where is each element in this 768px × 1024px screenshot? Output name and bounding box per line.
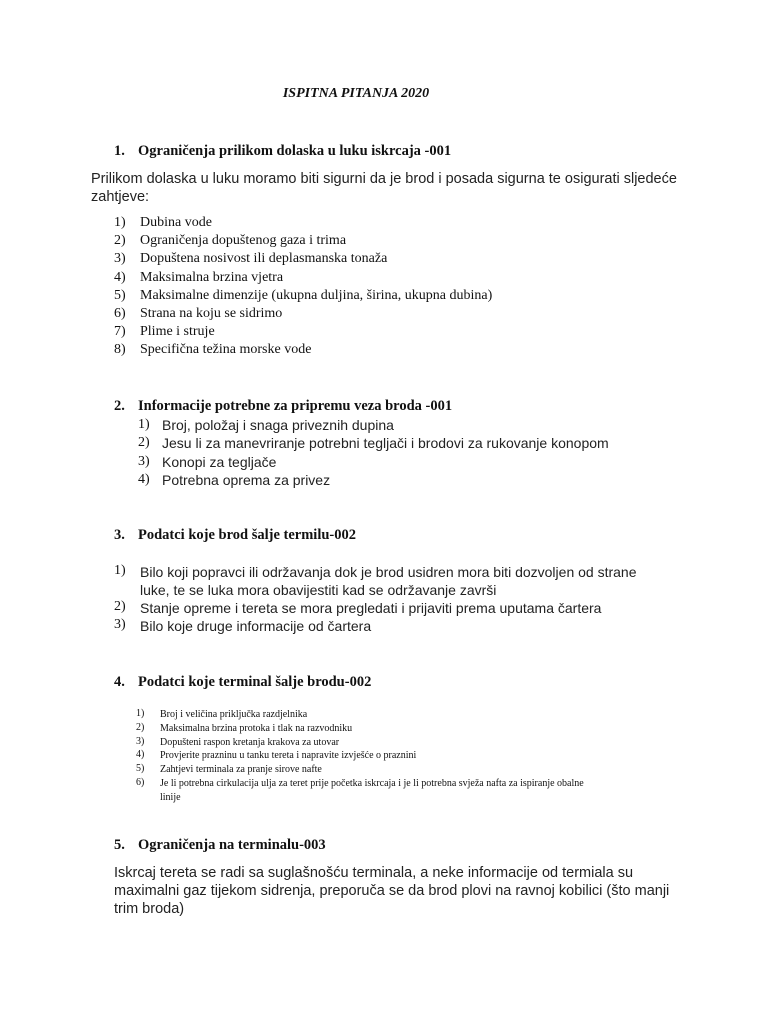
item-number: 3) [114,617,126,632]
item-text: Dopušteni raspon kretanja krakova za utovar [160,736,340,748]
list-item [138,435,698,453]
item-text: Plime i struje [140,324,215,340]
section-title: Podatci koje terminal šalje brodu-002 [138,674,372,690]
list-item [114,617,694,635]
list-item [114,251,674,269]
list-item [136,763,616,777]
list-item [138,472,698,490]
list-item [114,342,674,360]
item-text: Potrebna oprema za privez [162,471,331,488]
item-text: Je li potrebna cirkulacija ulja za teret prije početka iskrcaja i je li potrebna svježa nafta za ispiranje obalne linije [160,777,584,803]
section-title: Ograničenja prilikom dolaska u luku iskrcaja -001 [138,143,452,159]
section-title: Ograničenja na terminalu-003 [138,837,326,853]
section-number: 2. [114,398,125,414]
list-item [114,599,694,617]
list-item [136,722,616,736]
item-number: 2) [114,599,126,614]
item-number: 7) [114,324,126,340]
list-item [114,233,674,251]
section-4-list [136,708,616,805]
item-number: 4) [138,471,150,487]
section-3-list [114,563,694,635]
item-number: 4) [114,269,126,285]
list-item [136,708,616,722]
section-2-list [138,417,698,490]
item-text: Maksimalna brzina protoka i tlak na razvodniku [160,722,353,734]
item-number: 2) [138,435,150,451]
item-text: Stanje opreme i tereta se mora pregledati i prijaviti prema uputama čartera [140,600,602,616]
item-text: Specifična težina morske vode [140,342,312,358]
item-text: Strana na koju se sidrimo [140,305,283,321]
item-number: 1) [136,708,145,719]
item-number: 6) [114,305,126,321]
item-number: 5) [136,763,145,775]
item-text: Provjerite prazninu u tanku tereta i napravite izvješće o praznini [160,750,417,762]
list-item [114,270,674,288]
list-item [136,736,616,750]
item-number: 6) [136,776,145,788]
section-2-heading [114,398,452,415]
list-item [136,777,616,805]
item-number: 3) [138,453,150,469]
item-number: 2) [136,721,145,733]
item-text: Jesu li za manevriranje potrebni tegljači i brodovi za rukovanje konopom [162,435,609,452]
section-5-heading [114,837,326,854]
item-number: 2) [114,233,126,249]
list-item [114,306,674,324]
item-text: Broj i veličina priključka razdjelnika [160,709,308,720]
document-title: ISPITNA PITANJA 2020 [282,86,430,101]
list-item [114,324,674,342]
item-number: 1) [114,563,126,578]
item-text: Dopuštena nosivost ili deplasmanska tonaža [140,251,388,267]
section-5-text: Iskrcaj tereta se radi sa suglašnošću terminala, a neke informacije od termiala su maximalni gaz tijekom sidrenja, preporuča se da brod plovi na ravnoj kobilici (što manji trim broda) [114,865,670,917]
item-text: Zahtjevi terminala za pranje sirove nafte [160,764,322,776]
item-text: Bilo koji popravci ili održavanja dok je brod usidren mora biti dozvoljen od strane luke, te se luka mora obavijestiti kad se održavanje završi [140,564,637,598]
list-item [114,563,694,599]
item-number: 4) [136,749,145,761]
item-text: Bilo koje druge informacije od čartera [140,618,372,634]
item-number: 1) [138,417,150,432]
item-number: 8) [114,342,126,358]
section-3-heading [114,527,356,544]
list-item [138,417,698,435]
item-text: Dubina vode [140,215,212,230]
section-1-list [114,215,674,361]
section-title: Podatci koje brod šalje termilu-002 [138,527,357,543]
list-item [136,749,616,763]
item-text: Maksimalna brzina vjetra [140,269,284,285]
item-text: Ograničenja dopuštenog gaza i trima [140,233,347,249]
section-number: 5. [114,837,125,853]
list-item [138,454,698,472]
section-1-intro: Prilikom dolaska u luku moramo biti sigurni da je brod i posada sigurna te osigurati sljedeće zahtjeve: [91,171,677,205]
section-title: Informacije potrebne za pripremu veza broda -001 [138,398,453,414]
list-item [114,215,674,233]
section-4-heading [114,674,371,691]
item-text: Broj, položaj i snaga priveznih dupina [162,417,394,433]
section-1-heading [114,143,451,160]
section-number: 1. [114,143,125,159]
item-text: Maksimalne dimenzije (ukupna duljina, širina, ukupna dubina) [140,287,493,303]
item-number: 1) [114,215,126,230]
item-number: 3) [114,251,126,267]
section-number: 3. [114,527,125,543]
item-text: Konopi za tegljače [162,453,277,470]
item-number: 5) [114,287,126,303]
list-item [114,288,674,306]
item-number: 3) [136,735,145,747]
section-number: 4. [114,674,125,690]
